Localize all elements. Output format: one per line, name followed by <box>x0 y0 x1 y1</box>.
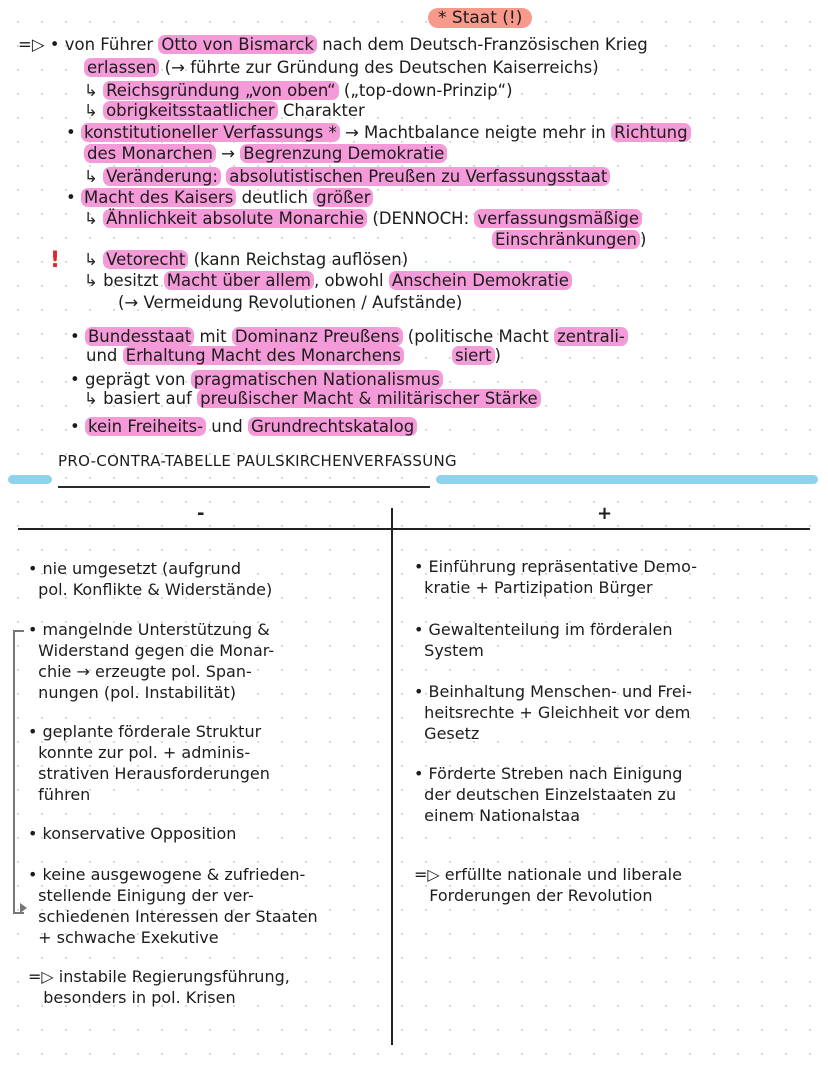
note-18-highlight-2: Grundrechtskatalog <box>248 417 417 436</box>
pro-item-4-line-2: der deutschen Einzelstaaten zu <box>414 785 677 804</box>
note-17-highlight: preußischer Macht & militärischer Stärke <box>197 389 541 408</box>
note-14-rest: (politische Macht <box>402 327 555 346</box>
note-8-highlight-2: größer <box>313 188 373 207</box>
contra-item-4-line-1: • konservative Opposition <box>28 824 237 843</box>
note-9-highlight-1: Ähnlichkeit absolute Monarchie <box>103 209 367 228</box>
note-5-mid: → Machtbalance neigte mehr in <box>339 123 612 142</box>
note-4-rest: Charakter <box>277 101 365 120</box>
bullet-icon: • <box>66 188 81 207</box>
exclamation-icon: ! <box>50 248 61 273</box>
contra-item-4 <box>28 823 236 844</box>
hook-arrow-icon: ↳ <box>84 209 104 228</box>
note-line-15 <box>86 345 501 367</box>
note-1-rest: nach dem Deutsch-Französischen Krieg <box>316 35 648 54</box>
hook-arrow-icon: ↳ <box>84 389 104 408</box>
contra-item-5-line-2: stellende Einigung der ver- <box>28 886 254 905</box>
note-11-highlight: Vetorecht <box>103 250 188 269</box>
bullet-icon: • <box>70 417 85 436</box>
note-15-highlight-1: Erhaltung Macht des Monarchens <box>123 346 404 365</box>
note-line-1 <box>18 34 648 56</box>
note-line-12 <box>84 270 572 292</box>
note-3-highlight: Reichsgründung „von oben“ <box>103 81 339 100</box>
table-divider-line <box>391 508 393 1045</box>
pro-column-header: + <box>597 503 613 524</box>
note-line-8 <box>66 187 373 209</box>
note-1-prefix: =▷ • von Führer <box>18 35 159 54</box>
contra-item-5 <box>28 864 318 948</box>
note-7-highlight-1: Veränderung: <box>103 167 221 186</box>
blue-divider-right <box>436 475 818 484</box>
pro-item-2-line-1: • Gewaltenteilung im förderalen <box>414 620 673 639</box>
contra-item-2-line-4: nungen (pol. Instabilität) <box>28 683 236 702</box>
note-6-mid: → <box>215 144 241 163</box>
note-4-highlight: obrigkeitsstaatlicher <box>103 101 278 120</box>
note-2-highlight: erlassen <box>84 58 159 77</box>
contra-item-5-line-3: schiedenen Interessen der Staaten <box>28 907 318 926</box>
note-5-highlight-1: konstitutioneller Verfassungs * <box>81 123 340 142</box>
note-14-highlight-2: Dominanz Preußens <box>232 327 403 346</box>
pro-item-1-line-1: • Einführung repräsentative Demo- <box>414 557 697 576</box>
pro-item-4-line-3: einem Nationalstaa <box>414 806 581 825</box>
note-16-highlight: pragmatischen Nationalismus <box>191 370 443 389</box>
pro-item-3-line-2: heitsrechte + Gleichheit vor dem <box>414 703 691 722</box>
note-12-a: besitzt <box>103 271 164 290</box>
note-14-mid: mit <box>194 327 232 346</box>
bullet-icon: • <box>66 123 81 142</box>
pro-item-3-line-3: Gesetz <box>414 724 480 743</box>
note-line-3 <box>84 80 513 102</box>
note-8-highlight-1: Macht des Kaisers <box>81 188 236 207</box>
pro-item-2-line-2: System <box>414 641 484 660</box>
bullet-icon: • <box>70 370 85 389</box>
hook-arrow-icon: ↳ <box>84 167 104 186</box>
bullet-icon: • <box>70 327 85 346</box>
contra-item-2 <box>28 619 274 703</box>
note-15-rest: ) <box>494 346 501 365</box>
note-8-mid: deutlich <box>236 188 314 207</box>
pro-item-1 <box>414 556 697 598</box>
note-line-17 <box>84 388 541 410</box>
note-12-highlight-2: Anschein Demokratie <box>389 271 572 290</box>
hook-arrow-icon: ↳ <box>84 271 104 290</box>
contra-item-2-line-2: Widerstand gegen die Monar- <box>28 641 275 660</box>
note-18-highlight-1: kein Freiheits- <box>85 417 206 436</box>
contra-item-1 <box>28 558 272 600</box>
page-title-text: * Staat (!) <box>428 8 532 28</box>
contra-item-6-line-2: besonders in pol. Krisen <box>28 988 236 1007</box>
contra-item-1-line-1: • nie umgesetzt (aufgrund <box>28 559 241 578</box>
note-11-rest: (kann Reichstag auflösen) <box>188 250 409 269</box>
note-16-a: geprägt von <box>84 370 191 389</box>
contra-item-1-line-2: pol. Konflikte & Widerstände) <box>28 580 273 599</box>
note-line-11 <box>84 249 408 271</box>
pro-item-3-line-1: • Beinhaltung Menschen- und Frei- <box>414 682 692 701</box>
note-line-13 <box>118 292 462 314</box>
note-13-text: (→ Vermeidung Revolutionen / Aufstände) <box>118 293 463 312</box>
blue-divider-left <box>8 475 52 484</box>
contra-item-5-line-1: • keine ausgewogene & zufrieden- <box>28 865 306 884</box>
contra-item-6-line-1: =▷ instabile Regierungsführung, <box>28 967 290 986</box>
hook-arrow-icon: ↳ <box>84 101 104 120</box>
note-line-4 <box>84 100 365 122</box>
contra-item-2-line-3: chie → erzeugte pol. Span- <box>28 662 252 681</box>
contra-item-2-line-1: • mangelnde Unterstützung & <box>28 620 270 639</box>
note-line-5 <box>66 122 691 144</box>
contra-item-3-line-1: • geplante förderale Struktur <box>28 722 262 741</box>
note-5-highlight-2: Richtung <box>611 123 690 142</box>
note-line-10 <box>492 229 646 251</box>
note-line-2 <box>84 57 599 79</box>
section-title-underline <box>58 486 430 488</box>
hook-arrow-icon: ↳ <box>84 81 104 100</box>
contra-item-5-line-4: + schwache Exekutive <box>28 928 219 947</box>
pro-item-5-line-2: Forderungen der Revolution <box>414 886 653 905</box>
note-15-a: und <box>86 346 123 365</box>
table-header-line <box>18 528 810 530</box>
note-6-highlight-1: des Monarchen <box>84 144 216 163</box>
hook-arrow-icon: ↳ <box>84 250 104 269</box>
note-14-highlight-1: Bundesstaat <box>85 327 194 346</box>
contra-item-3-line-4: führen <box>28 785 91 804</box>
note-12-highlight-1: Macht über allem <box>164 271 314 290</box>
pro-item-2 <box>414 619 673 661</box>
pro-item-4-line-1: • Förderte Streben nach Einigung <box>414 764 683 783</box>
note-2-rest: (→ führte zur Gründung des Deutschen Kaiserreichs) <box>159 58 599 77</box>
pro-item-5 <box>414 864 682 906</box>
page-title <box>428 6 532 30</box>
note-6-highlight-2: Begrenzung Demokratie <box>240 144 447 163</box>
note-7-highlight-2: absolutistischen Preußen zu Verfassungsstaat <box>226 167 610 186</box>
pro-item-3 <box>414 681 692 744</box>
note-3-rest: („top-down-Prinzip“) <box>338 81 513 100</box>
contra-item-6 <box>28 966 290 1008</box>
bracket-arrow-icon <box>20 903 27 913</box>
note-14-highlight-3: zentrali- <box>554 327 628 346</box>
note-15-highlight-2: siert <box>452 346 495 365</box>
contra-item-3-line-3: strativen Herausforderungen <box>28 764 270 783</box>
note-10-highlight: Einschränkungen <box>492 230 640 249</box>
contra-column-header: - <box>197 503 205 524</box>
note-line-9 <box>84 208 642 230</box>
bracket-connector <box>13 630 24 914</box>
note-17-a: basiert auf <box>103 389 198 408</box>
note-10-rest: ) <box>640 230 647 249</box>
note-9-mid: (DENNOCH: <box>367 209 475 228</box>
contra-item-3-line-2: konnte zur pol. + adminis- <box>28 743 251 762</box>
note-line-18 <box>70 416 417 438</box>
note-9-highlight-2: verfassungsmäßige <box>474 209 642 228</box>
note-line-6 <box>84 143 447 165</box>
section-title: PRO-CONTRA-TABELLE PAULSKIRCHENVERFASSUNG <box>58 452 457 470</box>
note-18-mid: und <box>206 417 248 436</box>
note-1-highlight: Otto von Bismarck <box>158 35 317 54</box>
note-line-7 <box>84 166 610 188</box>
pro-item-1-line-2: kratie + Partizipation Bürger <box>414 578 653 597</box>
pro-item-4 <box>414 763 682 826</box>
note-12-mid: , obwohl <box>313 271 389 290</box>
contra-item-3 <box>28 721 270 805</box>
pro-item-5-line-1: =▷ erfüllte nationale und liberale <box>414 865 682 884</box>
